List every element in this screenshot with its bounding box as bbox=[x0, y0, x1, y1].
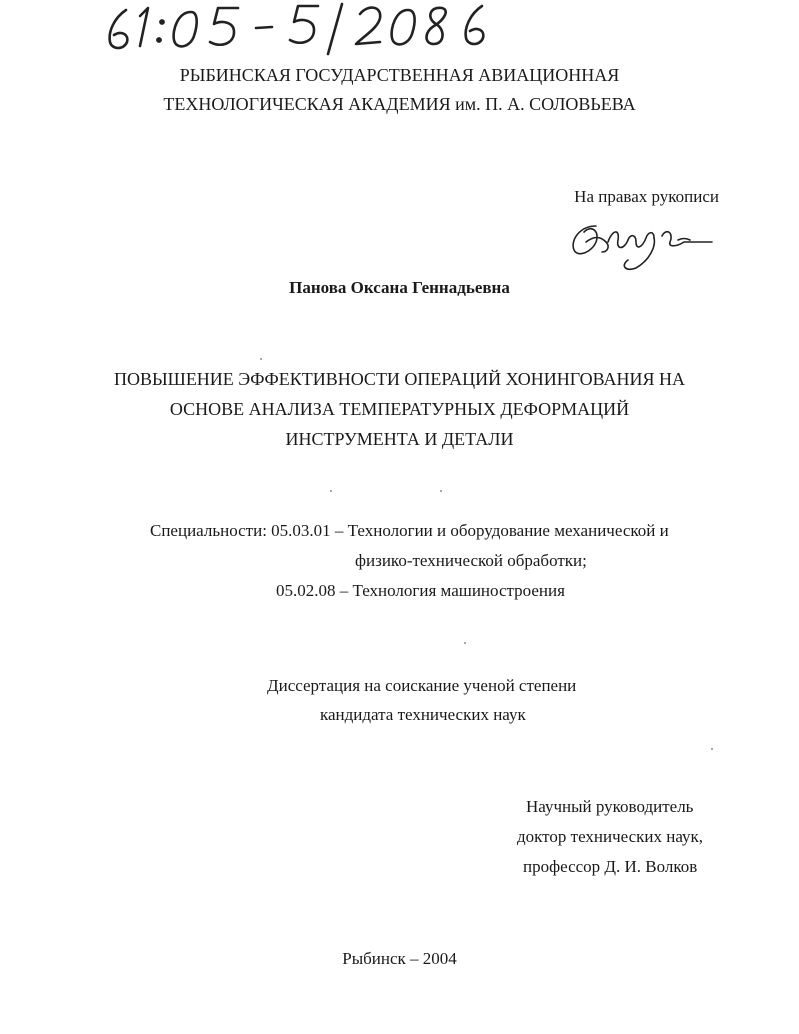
institution-line-2: ТЕХНОЛОГИЧЕСКАЯ АКАДЕМИЯ им. П. А. СОЛОВЬЕВА bbox=[163, 94, 636, 114]
supervisor-degree: доктор технических наук, bbox=[517, 827, 704, 846]
institution-line-1: РЫБИНСКАЯ ГОСУДАРСТВЕННАЯ АВИАЦИОННАЯ bbox=[179, 65, 620, 85]
author-name: Панова Оксана Геннадьевна bbox=[289, 278, 510, 297]
scan-speck bbox=[711, 748, 713, 750]
handwritten-archive-number bbox=[96, 0, 496, 56]
signature-drawing bbox=[566, 212, 716, 274]
city-year: Рыбинск – 2004 bbox=[342, 949, 457, 968]
scan-speck bbox=[440, 490, 442, 492]
degree-line-1: Диссертация на соискание ученой степени bbox=[267, 676, 577, 695]
scan-speck bbox=[464, 642, 466, 644]
specialties-line-2: физико-технической обработки; bbox=[355, 551, 587, 570]
thesis-title-line-2: ОСНОВЕ АНАЛИЗА ТЕМПЕРАТУРНЫХ ДЕФОРМАЦИЙ bbox=[169, 399, 630, 419]
specialties-line-3: 05.02.08 – Технология машиностроения bbox=[276, 581, 565, 600]
supervisor-name: профессор Д. И. Волков bbox=[523, 857, 698, 876]
thesis-title-line-1: ПОВЫШЕНИЕ ЭФФЕКТИВНОСТИ ОПЕРАЦИЙ ХОНИНГОВАНИЯ НА bbox=[113, 369, 686, 389]
degree-line-2: кандидата технических наук bbox=[320, 705, 526, 724]
author-signature bbox=[566, 212, 716, 274]
manuscript-rights-label: На правах рукописи bbox=[574, 187, 719, 206]
handwriting-drawing bbox=[96, 0, 496, 56]
scan-speck bbox=[260, 358, 262, 360]
supervisor-label: Научный руководитель bbox=[526, 797, 694, 816]
thesis-title-line-3: ИНСТРУМЕНТА И ДЕТАЛИ bbox=[285, 429, 514, 449]
specialties-line-1: Специальности: 05.03.01 – Технологии и оборудование механической и bbox=[150, 521, 669, 540]
scan-speck bbox=[330, 490, 332, 492]
